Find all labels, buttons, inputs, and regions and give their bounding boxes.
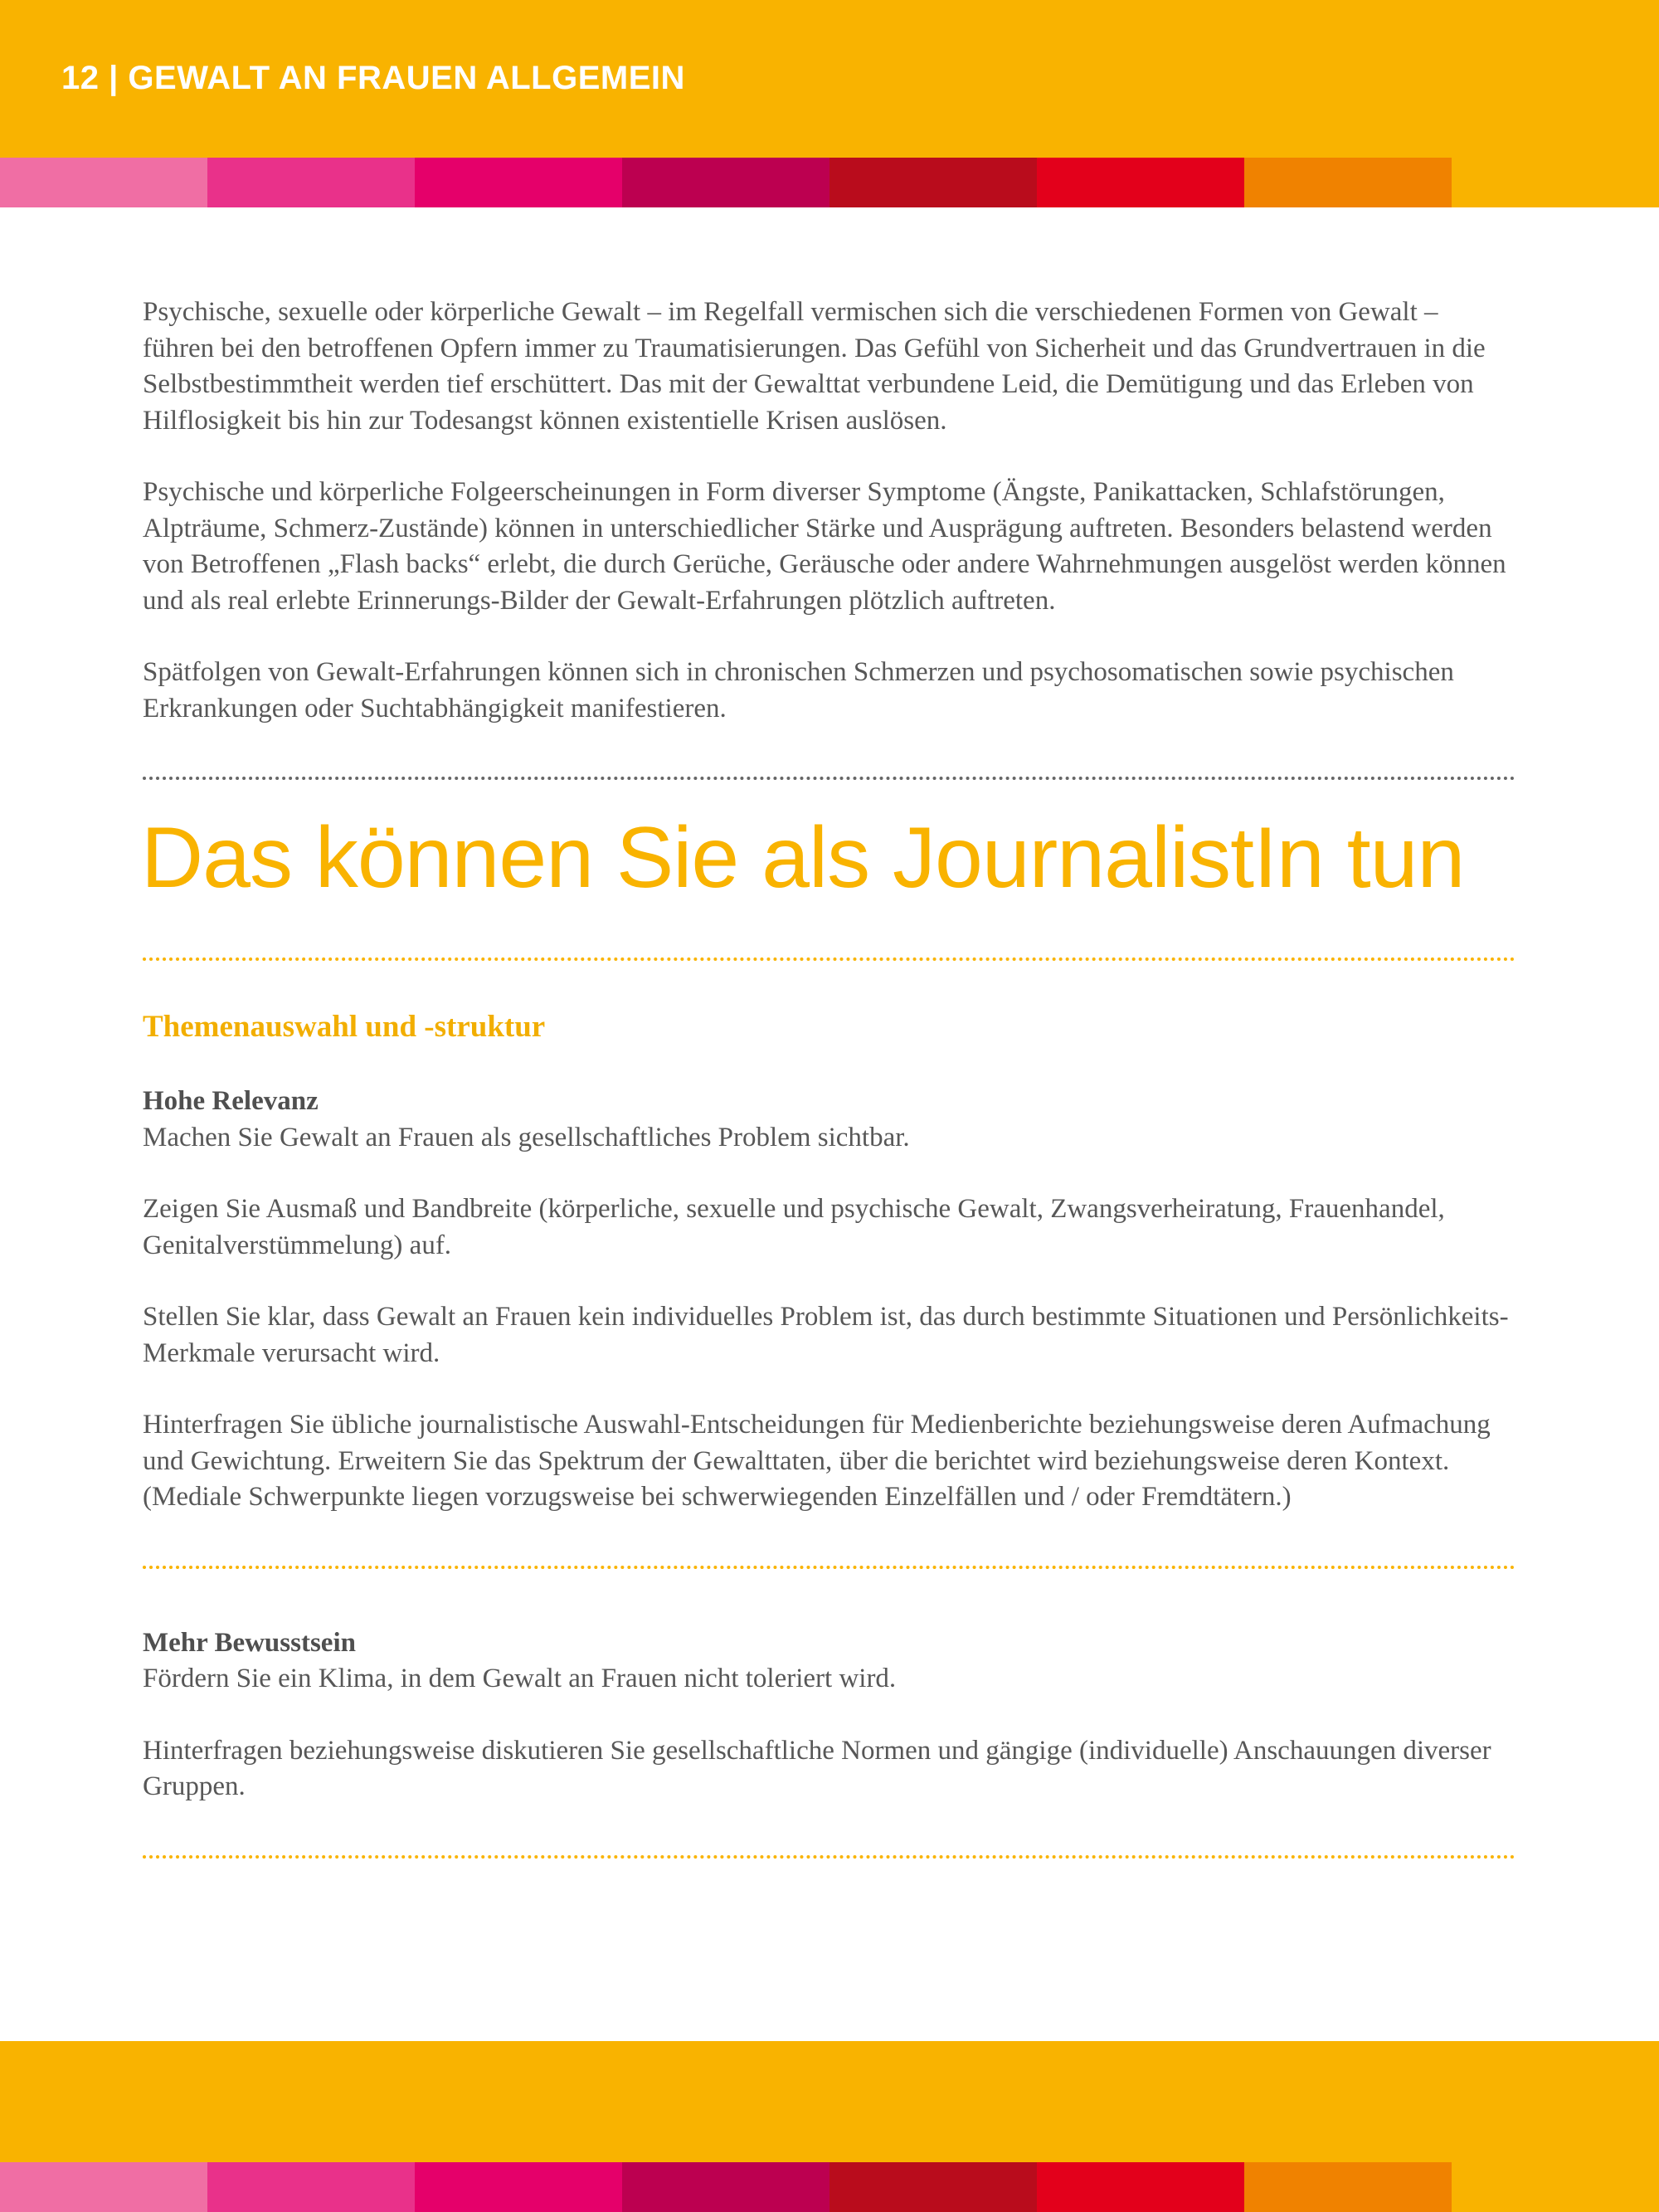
dotted-divider-yellow-3 <box>143 1855 1515 1859</box>
stripe-6 <box>1037 2162 1244 2212</box>
stripe-4 <box>622 158 830 207</box>
header-band <box>0 0 1659 158</box>
stripe-end <box>1452 2162 1659 2212</box>
block2-paragraph-2: Hinterfragen beziehungsweise diskutieren Sie gesellschaftliche Normen und gängige (individuelle) Anschauungen diverser Gruppen. <box>143 1735 1491 1801</box>
dotted-divider-gray <box>143 777 1515 780</box>
footer-band <box>0 2041 1659 2162</box>
bottom-color-stripes <box>0 2162 1659 2212</box>
stripe-4 <box>622 2162 830 2212</box>
block1-paragraph-1: Machen Sie Gewalt an Frauen als gesellschaftliches Problem sichtbar. <box>143 1122 910 1152</box>
stripe-7 <box>1244 158 1452 207</box>
block2-paragraph-1: Fördern Sie ein Klima, in dem Gewalt an Frauen nicht toleriert wird. <box>143 1664 897 1693</box>
block-mehr-bewusstsein <box>143 1625 1515 1805</box>
block1-paragraph-3: Stellen Sie klar, dass Gewalt an Frauen kein individuelles Problem ist, das durch bestimmte Situationen und Persönlichkeits-Merkmale verursacht wird. <box>143 1302 1509 1368</box>
stripe-1 <box>0 2162 207 2212</box>
page-header-title: 12 | GEWALT AN FRAUEN ALLGEMEIN <box>61 60 685 96</box>
subheading-hohe-relevanz: Hohe Relevanz <box>143 1086 319 1116</box>
stripe-5 <box>830 2162 1037 2212</box>
block1-paragraph-4: Hinterfragen Sie übliche journalistische Auswahl-Entscheidungen für Medienberichte beziehungsweise deren Aufmachung und Gewichtung. Erweitern Sie das Spektrum der Gewalttaten, über die berichtet wird beziehungsweise deren Kontext. (Mediale Schwerpunkte liegen vorzugsweise bei schwerwiegenden Einzelfällen und / oder Fremdtätern.) <box>143 1410 1491 1512</box>
block-hohe-relevanz <box>143 1084 1515 1516</box>
block1-paragraph-2: Zeigen Sie Ausmaß und Bandbreite (körperliche, sexuelle und psychische Gewalt, Zwangsverheiratung, Frauenhandel, Genitalverstümmelung) auf. <box>143 1194 1445 1260</box>
stripe-1 <box>0 158 207 207</box>
stripe-5 <box>830 158 1037 207</box>
stripe-2 <box>207 158 415 207</box>
main-title: Das können Sie als JournalistIn tun <box>141 810 1465 906</box>
stripe-2 <box>207 2162 415 2212</box>
dotted-divider-yellow-1 <box>143 957 1515 961</box>
intro-paragraph-3: Spätfolgen von Gewalt-Erfahrungen können sich in chronischen Schmerzen und psychosomatischen sowie psychischen Erkrankungen oder Suchtabhängigkeit manifestieren. <box>143 657 1454 724</box>
subheading-mehr-bewusstsein: Mehr Bewusstsein <box>143 1627 356 1658</box>
stripe-7 <box>1244 2162 1452 2212</box>
section-heading: Themenauswahl und -struktur <box>143 1010 546 1044</box>
page-content <box>143 295 1515 1859</box>
intro-paragraph-2: Psychische und körperliche Folgeerscheinungen in Form diverser Symptome (Ängste, Panikattacken, Schlafstörungen, Alpträume, Schmerz-Zustände) können in unterschiedlicher Stärke und Ausprägung auftreten. Besonders belastend werden von Betroffenen „Flash backs“ erlebt, die durch Gerüche, Geräusche oder andere Wahrnehmungen ausgelöst werden können und als real erlebte Erinnerungs-Bilder der Gewalt-Erfahrungen plötzlich auftreten. <box>143 477 1506 616</box>
intro-paragraph-1: Psychische, sexuelle oder körperliche Gewalt – im Regelfall vermischen sich die verschiedenen Formen von Gewalt – führen bei den betroffenen Opfern immer zu Traumatisierungen. Das Gefühl von Sicherheit und das Grundvertrauen in die Selbstbestimmtheit werden tief erschüttert. Das mit der Gewalttat verbundene Leid, die Demütigung und das Erleben von Hilflosigkeit bis hin zur Todesangst können existentielle Krisen auslösen. <box>143 297 1486 436</box>
stripe-end <box>1452 158 1659 207</box>
stripe-6 <box>1037 158 1244 207</box>
dotted-divider-yellow-2 <box>143 1566 1515 1569</box>
top-color-stripes <box>0 158 1659 207</box>
stripe-3 <box>415 158 622 207</box>
stripe-3 <box>415 2162 622 2212</box>
